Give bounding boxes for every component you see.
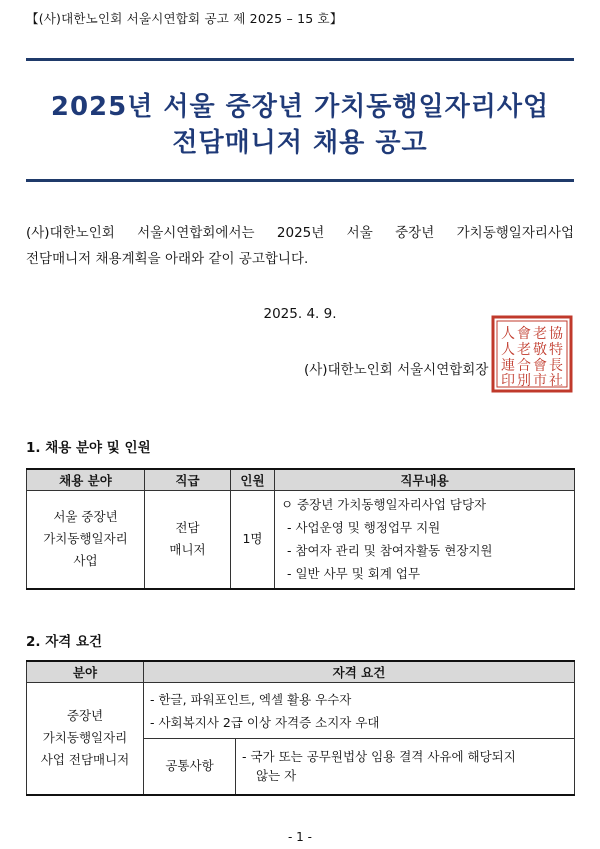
seal-glyph: 印	[501, 373, 515, 389]
rank-cell: 전담 매니저	[145, 491, 231, 589]
table-row	[27, 491, 575, 589]
seal-glyph: 老	[517, 342, 531, 358]
seal-glyph: 長	[549, 358, 563, 374]
section2-heading: 2. 자격 요건	[26, 634, 103, 650]
header-requirements: 자격 요건	[144, 661, 575, 683]
table-header-row	[27, 469, 575, 491]
seal-glyph: 老	[533, 326, 547, 342]
duties-cell: ㅇ 중장년 가치동행일자리사업 담당자 - 사업운영 및 행정업무 지원 - 참여자 관리 및 참여자활동 현장지원 - 일반 사무 및 회계 업무	[275, 491, 575, 589]
title-top-rule	[26, 58, 574, 61]
header-rank: 직급	[145, 469, 231, 491]
preferred-cell: - 한글, 파워포인트, 엑셀 활용 우수자 - 사회복지사 2급 이상 자격증 소지자 우대	[144, 683, 575, 739]
seal-glyph: 敬	[533, 342, 547, 358]
title-bottom-rule	[26, 179, 574, 182]
seal-glyph: 市	[533, 373, 547, 389]
count-cell: 1명	[231, 491, 275, 589]
seal-glyph: 特	[549, 342, 563, 358]
intro-line1: (사)대한노인회 서울시연합회에서는 2025년 서울 중장년 가치동행일자리사업	[26, 225, 574, 241]
table-row	[27, 683, 575, 739]
seal-glyph: 會	[517, 326, 531, 342]
seal-glyph: 會	[533, 358, 547, 374]
seal-glyph: 連	[501, 358, 515, 374]
seal-glyph: 協	[549, 326, 563, 342]
common-requirement-cell: - 국가 또는 공무원법상 임용 결격 사유에 해당되지 않는 자	[236, 739, 575, 795]
field-cell: 서울 중장년 가치동행일자리 사업	[27, 491, 145, 589]
qualification-table	[26, 660, 575, 796]
seal-glyph: 合	[517, 358, 531, 374]
table-header-row	[27, 661, 575, 683]
seal-glyph: 社	[549, 373, 563, 389]
page-number: - 1 -	[288, 830, 312, 844]
notice-number: 【(사)대한노인회 서울시연합회 공고 제 2025 – 15 호】	[26, 11, 343, 26]
header-duties: 직무내용	[275, 469, 575, 491]
header-area: 분야	[27, 661, 144, 683]
recruitment-table	[26, 468, 575, 590]
seal-glyph: 人	[501, 326, 515, 342]
official-seal-icon	[490, 314, 574, 394]
area-cell: 중장년 가치동행일자리 사업 전담매니저	[27, 683, 144, 795]
common-label-cell: 공통사항	[144, 739, 236, 795]
header-count: 인원	[231, 469, 275, 491]
page-title-line2: 전담매니저 채용 공고	[172, 128, 428, 158]
organization-name: (사)대한노인회 서울시연합회장	[304, 362, 489, 378]
announcement-date: 2025. 4. 9.	[263, 306, 337, 322]
page-title-line1: 2025년 서울 중장년 가치동행일자리사업	[50, 92, 550, 122]
section1-heading: 1. 채용 분야 및 인원	[26, 440, 151, 456]
intro-line2: 전담매니저 채용계획을 아래와 같이 공고합니다.	[26, 251, 309, 267]
seal-glyph: 人	[501, 342, 515, 358]
seal-glyph: 別	[517, 373, 531, 389]
header-field: 채용 분야	[27, 469, 145, 491]
